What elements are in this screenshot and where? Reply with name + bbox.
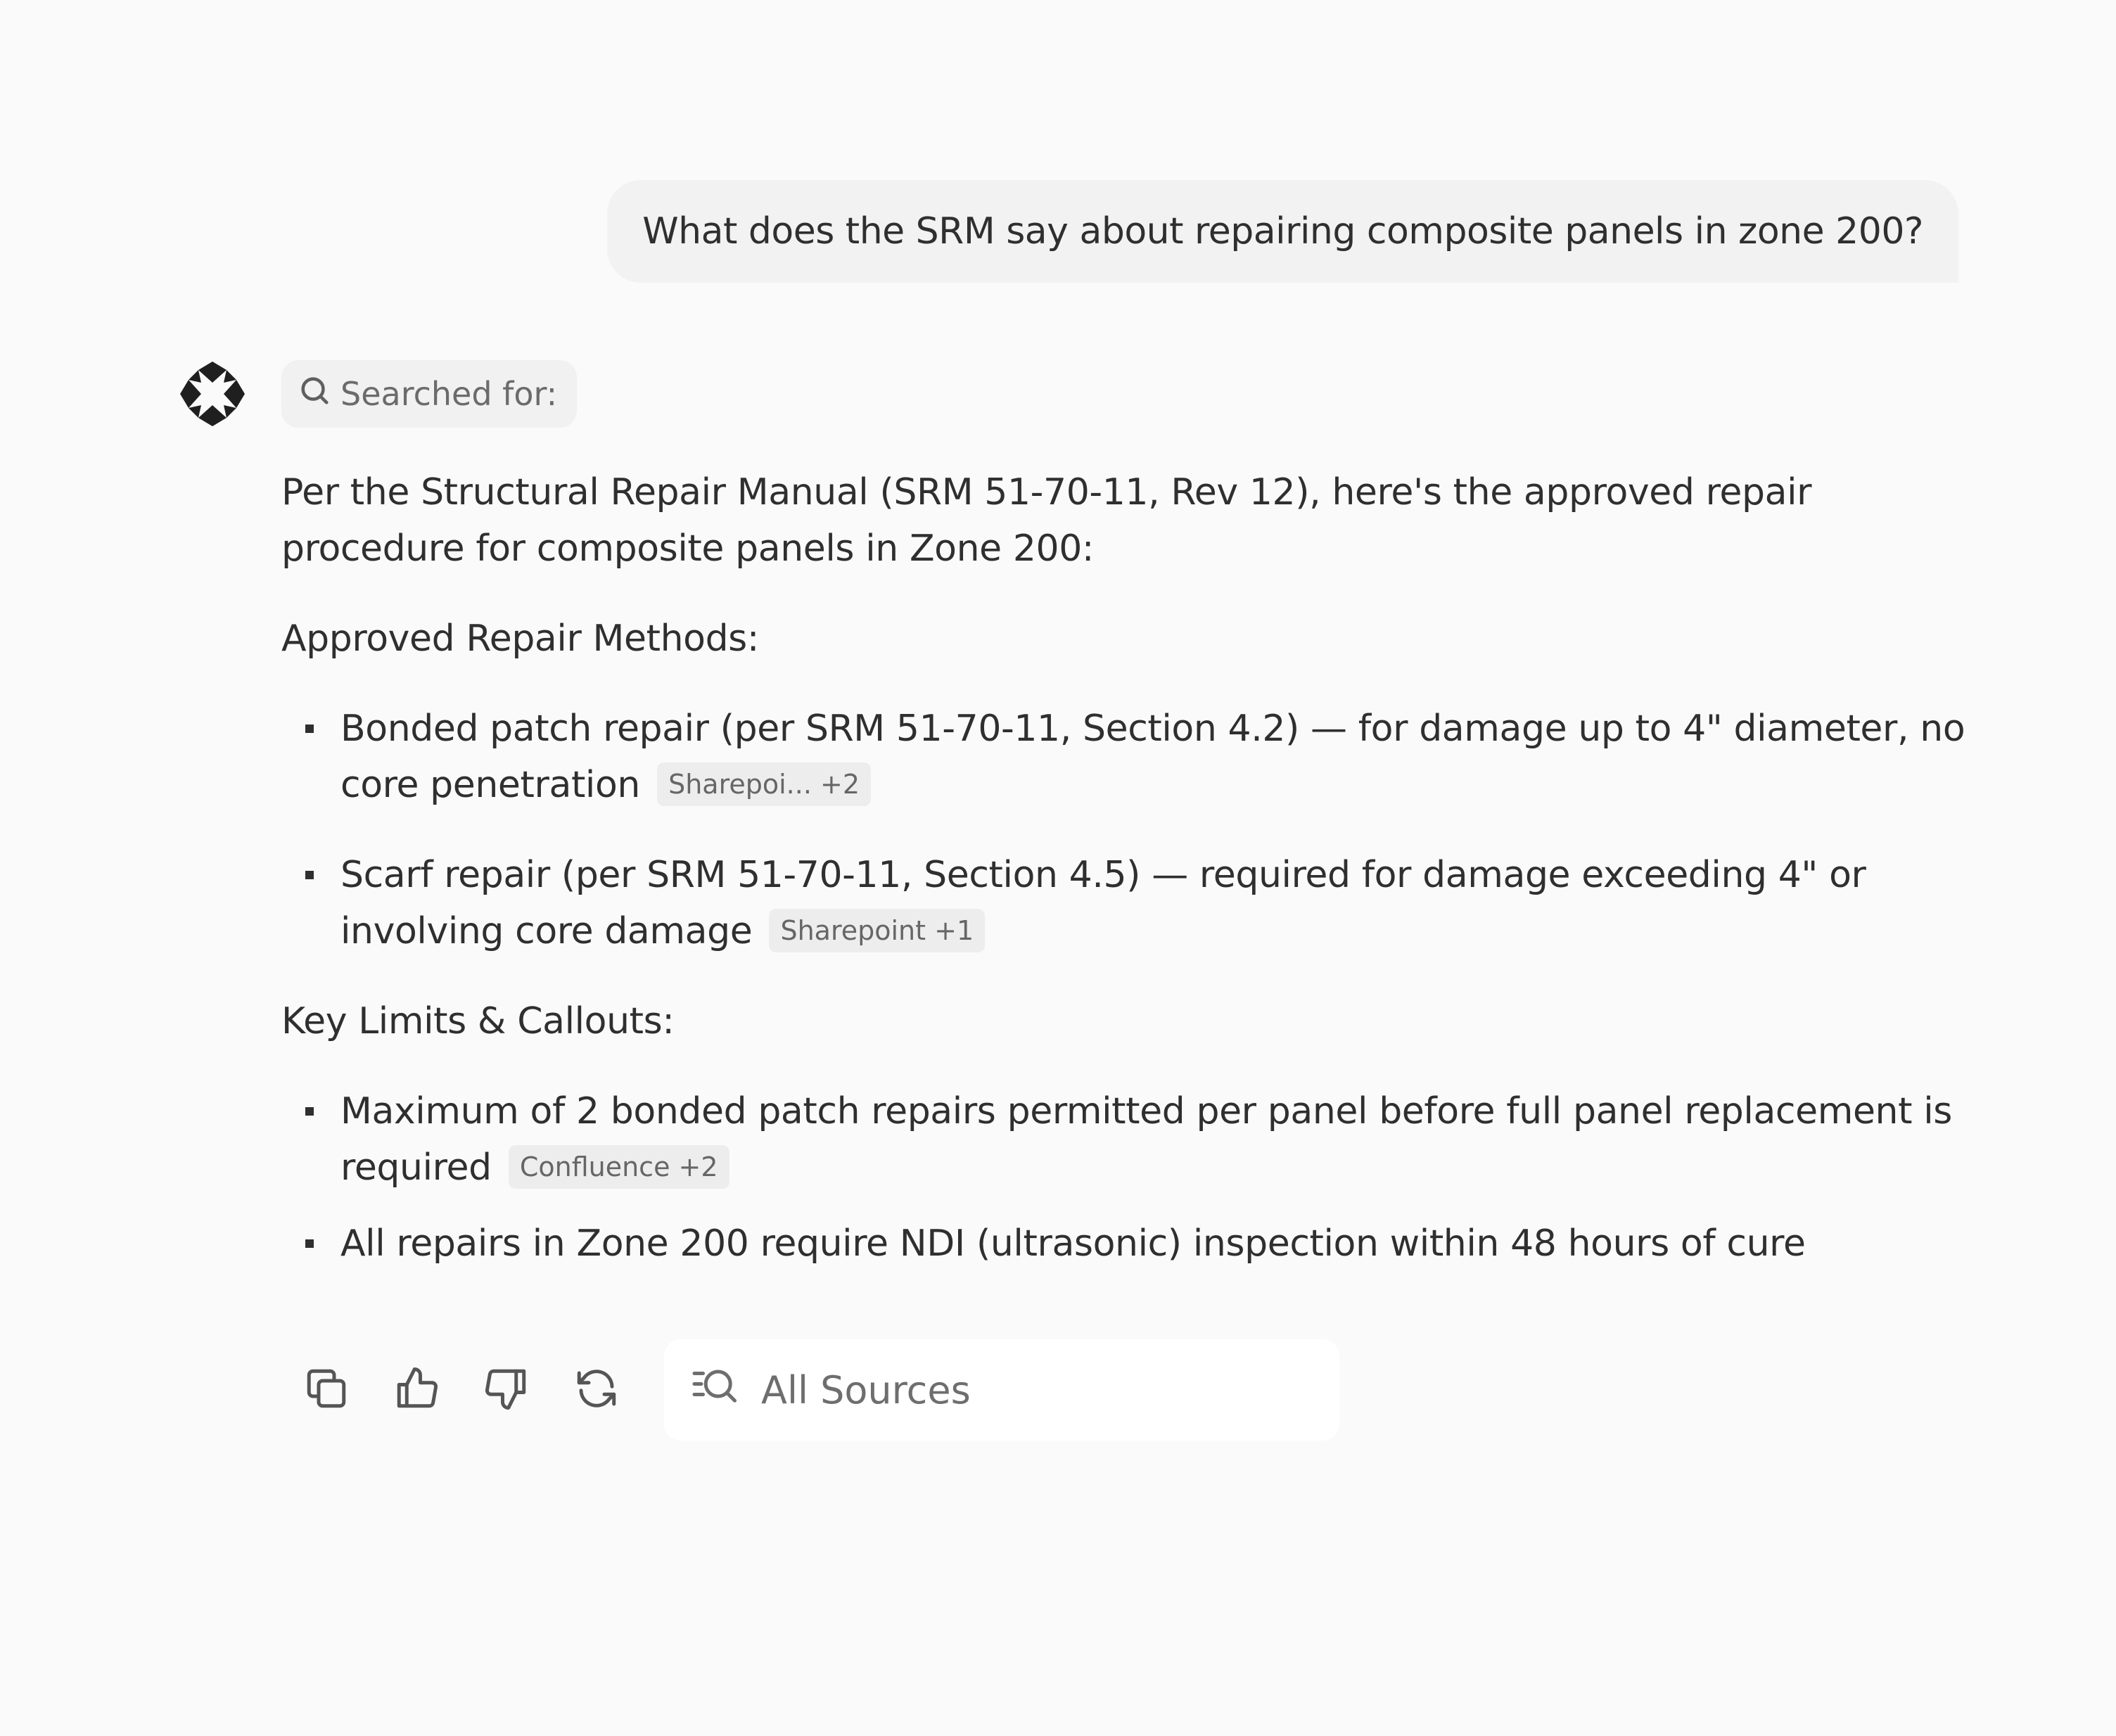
response-intro: Per the Structural Repair Manual (SRM 51-70-11, Rev 12), here's the approved repair procedure for composite panels in Zone 200: [281, 471, 1812, 570]
list-item [281, 1083, 1970, 1196]
search-icon [298, 374, 331, 414]
source-tag[interactable]: Confluence +2 [509, 1145, 729, 1189]
list-item-text: Scarf repair (per SRM 51-70-11, Section 4.5) — required for damage exceeding 4" or involving core damage [340, 854, 1866, 952]
searched-for-label: Searched for: [340, 375, 558, 413]
list-item-text: Bonded patch repair (per SRM 51-70-11, Section 4.2) — for damage up to 4" diameter, no core penetration [340, 708, 1965, 806]
assistant-response [281, 464, 1970, 1272]
user-message-bubble [607, 180, 1958, 283]
thumbs-down-button[interactable] [478, 1362, 535, 1418]
user-message-text: What does the SRM say about repairing composite panels in zone 200? [642, 210, 1923, 253]
list-item-text: Maximum of 2 bonded patch repairs permitted per panel before full panel replacement is required [340, 1090, 1952, 1189]
repair-methods-list [281, 701, 1970, 959]
refresh-icon [573, 1365, 620, 1415]
source-search-icon [691, 1361, 740, 1419]
section-heading-key-limits: Key Limits & Callouts: [281, 1000, 675, 1042]
copy-button[interactable] [298, 1362, 355, 1418]
regenerate-button[interactable] [568, 1362, 625, 1418]
source-tag[interactable]: Sharepoi... +2 [657, 762, 871, 806]
copy-icon [303, 1365, 350, 1415]
thumbs-down-icon [483, 1365, 530, 1415]
logo-icon [180, 362, 245, 426]
key-limits-list [281, 1083, 1970, 1272]
thumbs-up-button[interactable] [388, 1362, 445, 1418]
searched-for-chip[interactable] [281, 360, 577, 428]
list-item [281, 1215, 1970, 1272]
source-selector-label: All Sources [761, 1367, 971, 1412]
list-item-text: All repairs in Zone 200 require NDI (ultrasonic) inspection within 48 hours of cure [340, 1223, 1806, 1265]
section-heading-repair-methods: Approved Repair Methods: [281, 618, 759, 660]
thumbs-up-icon [393, 1365, 440, 1415]
source-selector[interactable] [664, 1339, 1339, 1441]
source-tag[interactable]: Sharepoint +1 [769, 909, 985, 952]
list-item [281, 847, 1970, 959]
list-item [281, 701, 1970, 813]
message-actions [298, 1339, 670, 1441]
